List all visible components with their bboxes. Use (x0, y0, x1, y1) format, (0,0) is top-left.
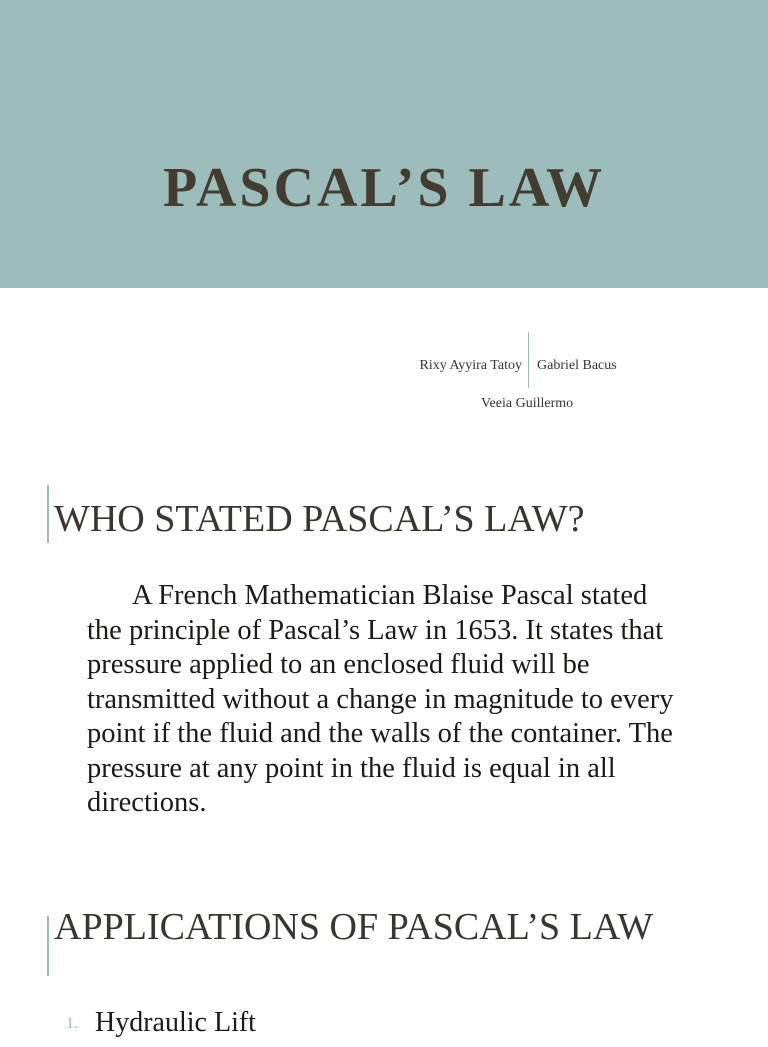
heading-accent-bar (47, 485, 49, 543)
author-name: Rixy Ayyira Tatoy (419, 358, 522, 373)
list-item-number: 1. (66, 1015, 78, 1032)
section-heading-applications: APPLICATIONS OF PASCAL’S LAW (54, 906, 654, 948)
heading-accent-bar (47, 916, 49, 976)
section-heading-who: WHO STATED PASCAL’S LAW? (54, 498, 585, 540)
author-list (0, 0, 768, 430)
list-item-label: Hydraulic Lift (95, 1007, 256, 1038)
presentation-title: PASCAL’S LAW (162, 157, 606, 219)
author-name: Gabriel Bacus (537, 358, 617, 373)
author-name: Veeia Guillermo (481, 396, 574, 411)
list-item (0, 1007, 768, 1047)
section-body-who: A French Mathematician Blaise Pascal stated the principle of Pascal’s Law in 1653. It states that pressure applied to an enclosed fluid will be transmitted without a change in magnitude to every point if the fluid and the walls of the container. The pressure at any point in the fluid is equal in all directions. (87, 580, 674, 818)
author-divider (528, 332, 529, 388)
